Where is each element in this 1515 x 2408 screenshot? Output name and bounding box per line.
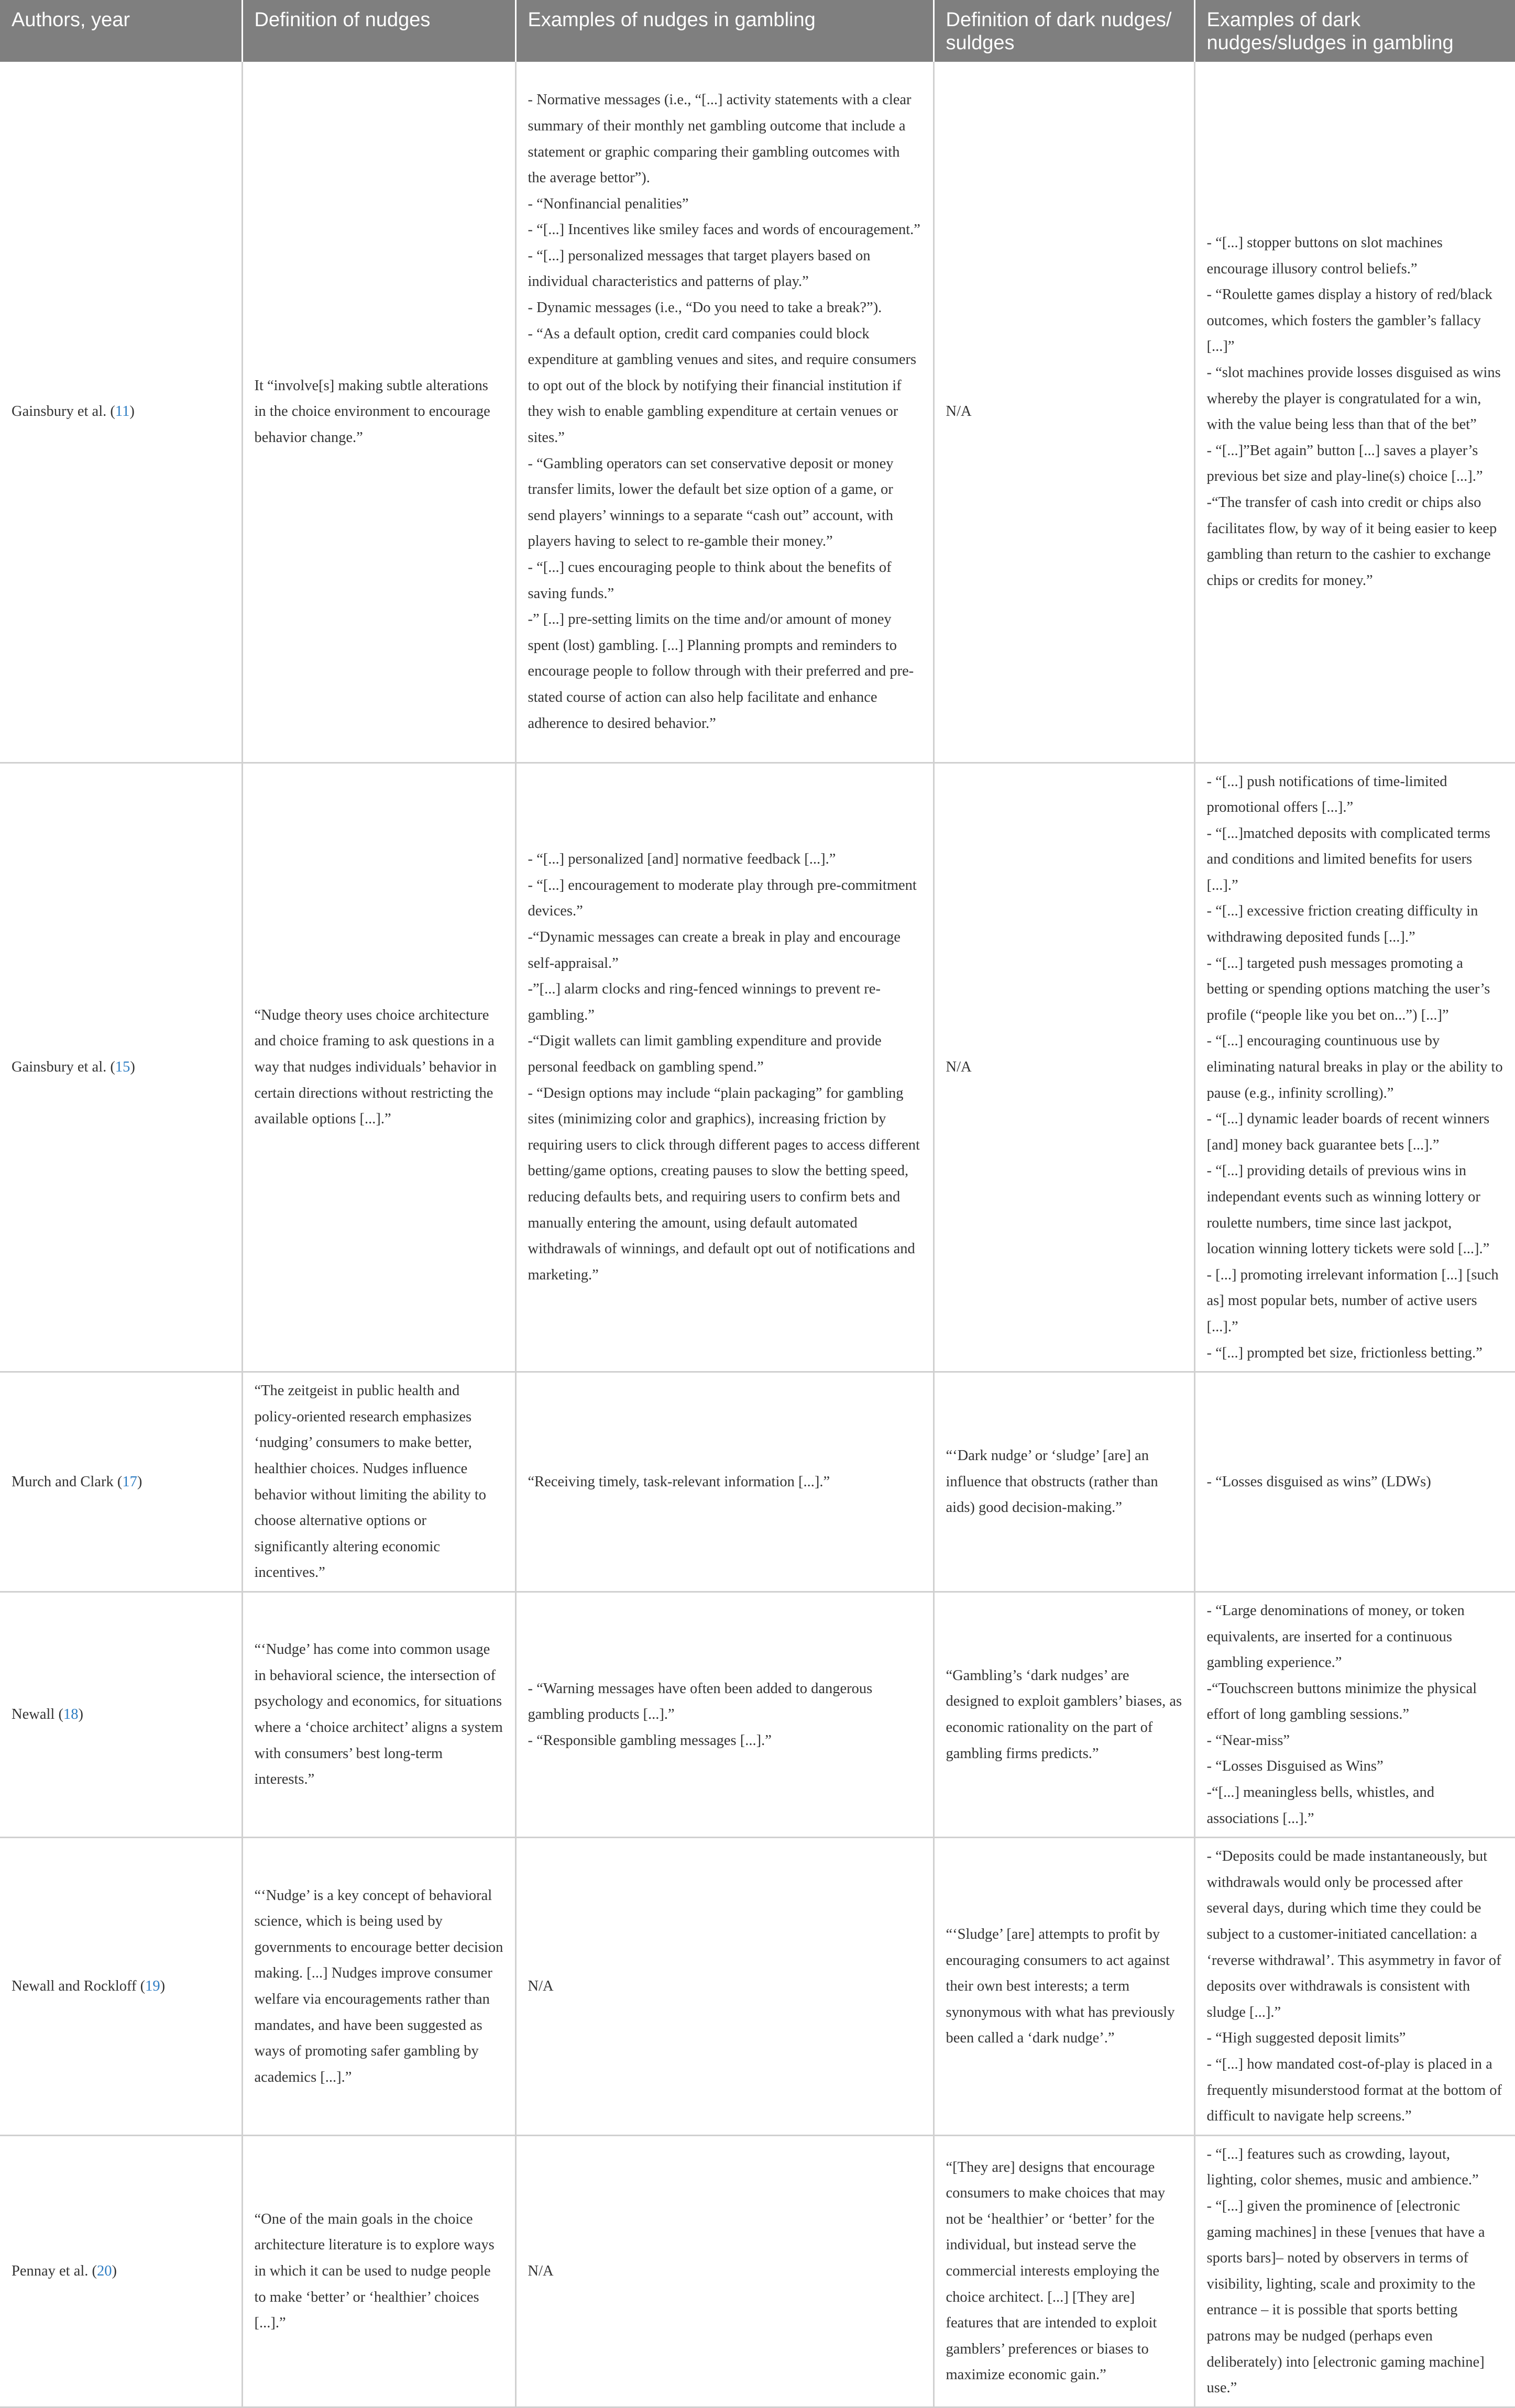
list-item: - “Responsible gambling messages [...].” — [528, 1732, 772, 1749]
table-row — [0, 62, 1515, 763]
examples-cell — [515, 1838, 934, 2136]
table-row — [0, 2135, 1515, 2407]
dark-definition-cell: N/A — [934, 763, 1194, 1372]
dark-definition-cell: “[They are] designs that encourage consumers to make choices that may not be ‘healthier’ or ‘better’ for the individual, but instead serve the commercial interests employing the choice architect. [...] [They are] features that are intended to exploit gamblers’ preferences or biases to maximize economic gain.” — [934, 2135, 1194, 2407]
list-item: - “slot machines provide losses disguised as wins whereby the player is congratulated for a win, with the value being less than that of the bet” — [1206, 364, 1501, 433]
examples-cell — [515, 62, 934, 763]
author-cell: Gainsbury et al. (11) — [0, 62, 242, 763]
table-body — [0, 62, 1515, 2407]
table-row — [0, 763, 1515, 1372]
definition-cell: “‘Nudge’ is a key concept of behavioral science, which is being used by governments to encourage better decision making. [...] Nudges improve consumer welfare via encouragements rather than mandates, and have been suggested as ways of promoting safer gambling by academics [...].” — [242, 1838, 515, 2136]
list-item: - “Design options may include “plain packaging” for gambling sites (minimizing color and graphics), increasing friction by requiring users to click through different pages to access different betting/game options, creating pauses to slow the betting speed, reducing defaults bets, and requiring users to confirm bets and manually entering the amount, using default automated withdrawals of winnings, and default opt out of notifications and marketing.” — [528, 1085, 920, 1283]
reference-link[interactable]: 19 — [145, 1978, 160, 1995]
list-item: - “[...]matched deposits with complicated terms and conditions and limited benefits for users [...].” — [1206, 825, 1490, 893]
list-item: - “Gambling operators can set conservative deposit or money transfer limits, lower the default bet size option of a game, or send players’ winnings to a separate “cash out” account, with players having to select to re-gamble their money.” — [528, 455, 894, 550]
list-item: - Normative messages (i.e., “[...] activity statements with a clear summary of their monthly net gambling outcome that include a statement or graphic comparing their gambling outcomes with the average bettor”). — [528, 92, 912, 186]
author-name: Newall — [12, 1706, 55, 1723]
dark-definition-cell: “‘Dark nudge’ or ‘sludge’ [are] an influence that obstructs (rather than aids) good decision-making.” — [934, 1372, 1194, 1592]
examples-cell — [515, 1372, 934, 1592]
list-item: - Dynamic messages (i.e., “Do you need to take a break?”). — [528, 300, 882, 316]
dark-definition-cell: “Gambling’s ‘dark nudges’ are designed to exploit gamblers’ biases, as economic rationality on the part of gambling firms predicts.” — [934, 1592, 1194, 1837]
reference-link[interactable]: 17 — [122, 1473, 137, 1490]
list-item: N/A — [528, 2262, 554, 2279]
list-item: - “[...] push notifications of time-limited promotional offers [...].” — [1206, 773, 1447, 816]
list-item: - “[...] Incentives like smiley faces and words of encouragement.” — [528, 222, 920, 238]
author-name: Gainsbury et al. — [12, 1059, 107, 1076]
reference-link[interactable]: 18 — [63, 1706, 79, 1723]
definition-cell: “‘Nudge’ has come into common usage in behavioral science, the intersection of psychology and economics, for situations where a ‘choice architect’ aligns a system with consumers’ best long-term interests.” — [242, 1592, 515, 1837]
list-item: N/A — [528, 1978, 554, 1995]
author-cell: Gainsbury et al. (15) — [0, 763, 242, 1372]
dark-examples-cell — [1194, 1838, 1515, 2136]
table-header-row — [0, 0, 1515, 62]
list-item: - “[...] stopper buttons on slot machines encourage illusory control beliefs.” — [1206, 235, 1443, 277]
header-dark-definition: Definition of dark nudges/ suldges — [934, 0, 1194, 62]
header-examples: Examples of nudges in gambling — [515, 0, 934, 62]
header-definition: Definition of nudges — [242, 0, 515, 62]
list-item: - “Losses Disguised as Wins” — [1206, 1758, 1384, 1775]
list-item: - “[...] prompted bet size, frictionless betting.” — [1206, 1344, 1483, 1361]
list-item: - “[...] providing details of previous wins in independant events such as winning lottery or roulette numbers, time since last jackpot, location winning lottery tickets were sold [...].” — [1206, 1163, 1490, 1257]
list-item: - “[...] personalized [and] normative feedback [...].” — [528, 851, 836, 868]
list-item: - “Losses disguised as wins” (LDWs) — [1206, 1473, 1431, 1490]
author-name: Gainsbury et al. — [12, 403, 107, 420]
definition-cell: “The zeitgeist in public health and policy-oriented research emphasizes ‘nudging’ consumers to make better, healthier choices. Nudges influence behavior without limiting the ability to choose alternative options or significantly altering economic incentives.” — [242, 1372, 515, 1592]
definition-cell: “One of the main goals in the choice architecture literature is to explore ways in which it can be used to nudge people to make ‘better’ or ‘healthier’ choices [...].” — [242, 2135, 515, 2407]
reference-link[interactable]: 15 — [115, 1059, 130, 1076]
dark-examples-cell — [1194, 1372, 1515, 1592]
dark-examples-cell — [1194, 62, 1515, 763]
list-item: - “[...] personalized messages that target players based on individual characteristics and patterns of play.” — [528, 247, 871, 290]
definition-cell: “Nudge theory uses choice architecture and choice framing to ask questions in a way that nudges individuals’ behavior in certain directions without restricting the available options [...].” — [242, 763, 515, 1372]
list-item: - “Roulette games display a history of red/black outcomes, which fosters the gambler’s fallacy [...]” — [1206, 286, 1492, 355]
table-row — [0, 1838, 1515, 2136]
list-item: - “High suggested deposit limits” — [1206, 2030, 1406, 2047]
list-item: -“[...] meaningless bells, whistles, and associations [...].” — [1206, 1784, 1435, 1827]
list-item: - “[...] how mandated cost-of-play is placed in a frequently misunderstood format at the bottom of difficult to navigate help screens.” — [1206, 2056, 1502, 2125]
author-name: Pennay et al. — [12, 2262, 89, 2279]
list-item: - “[...] given the prominence of [electronic gaming machines] in these [venues that have a sports bars]– noted by observers in terms of visibility, lighting, scale and proximity to the entrance – it is possible that sports betting patrons may be nudged (perhaps even deliberately) into [electronic gaming machine] use.” — [1206, 2197, 1485, 2396]
list-item: - “[...]”Bet again” button [...] saves a player’s previous bet size and play-line(s) choice [...].” — [1206, 442, 1483, 485]
dark-definition-cell: “‘Sludge’ [are] attempts to profit by encouraging consumers to act against their own best interests; a term synonymous with what has previously been called a ‘dark nudge’.” — [934, 1838, 1194, 2136]
list-item: - [...] promoting irrelevant information [...] [such as] most popular bets, number of active users [...].” — [1206, 1266, 1499, 1335]
table-row — [0, 1372, 1515, 1592]
author-cell: Newall and Rockloff (19) — [0, 1838, 242, 2136]
dark-examples-cell — [1194, 763, 1515, 1372]
examples-cell — [515, 1592, 934, 1837]
list-item: - “[...] encouragement to moderate play through pre-commitment devices.” — [528, 877, 917, 920]
author-cell: Pennay et al. (20) — [0, 2135, 242, 2407]
list-item: - “[...] targeted push messages promoting a betting or spending options matching the user’s profile (“people like you bet on...”) [...]” — [1206, 955, 1490, 1023]
list-item: -”[...] alarm clocks and ring-fenced winnings to prevent re-gambling.” — [528, 981, 881, 1023]
reference-link[interactable]: 20 — [97, 2262, 112, 2279]
table-row — [0, 1592, 1515, 1837]
list-item: - “As a default option, credit card companies could block expenditure at gambling venues and sites, and require consumers to opt out of the block by notifying their financial institution if they wish to enable gambling expenditure at certain venues or sites.” — [528, 325, 917, 446]
dark-examples-cell — [1194, 1592, 1515, 1837]
list-item: - “Deposits could be made instantaneously, but withdrawals would only be processed after several days, during which time they could be subject to a customer-initiated cancellation: a ‘reverse withdrawal’. This asymmetry in favor of deposits over withdrawals is consistent with sludge [...].” — [1206, 1848, 1501, 2020]
reference-link[interactable]: 11 — [115, 403, 130, 420]
list-item: “Receiving timely, task-relevant information [...].” — [528, 1473, 830, 1490]
author-name: Murch and Clark — [12, 1473, 114, 1490]
list-item: - “[...] cues encouraging people to think about the benefits of saving funds.” — [528, 559, 892, 602]
list-item: -” [...] pre-setting limits on the time and/or amount of money spent (lost) gambling. [...] Planning prompts and reminders to encourage people to follow through with their preferred and pre-stated course of action can also help facilitate and enhance adherence to desired behavior.” — [528, 611, 914, 732]
dark-examples-cell — [1194, 2135, 1515, 2407]
list-item: - “[...] features such as crowding, layout, lighting, color shemes, music and ambience.” — [1206, 2146, 1479, 2189]
list-item: -“Touchscreen buttons minimize the physical effort of long gambling sessions.” — [1206, 1680, 1477, 1723]
header-authors: Authors, year — [0, 0, 242, 62]
author-name: Newall and Rockloff — [12, 1978, 137, 1995]
examples-cell — [515, 763, 934, 1372]
list-item: - “Near-miss” — [1206, 1732, 1290, 1749]
definition-cell: It “involve[s] making subtle alterations in the choice environment to encourage behavior change.” — [242, 62, 515, 763]
list-item: - “Large denominations of money, or token equivalents, are inserted for a continuous gambling experience.” — [1206, 1602, 1465, 1671]
list-item: -“Digit wallets can limit gambling expenditure and provide personal feedback on gambling spend.” — [528, 1033, 882, 1076]
header-dark-examples: Examples of dark nudges/sludges in gambling — [1194, 0, 1515, 62]
dark-definition-cell: N/A — [934, 62, 1194, 763]
list-item: -“The transfer of cash into credit or chips also facilitates flow, by way of it being easier to keep gambling than return to the cashier to exchange chips or credits for money.” — [1206, 494, 1497, 589]
list-item: - “[...] dynamic leader boards of recent winners [and] money back guarantee bets [...].” — [1206, 1111, 1490, 1153]
list-item: - “Warning messages have often been added to dangerous gambling products [...].” — [528, 1680, 873, 1723]
author-cell: Murch and Clark (17) — [0, 1372, 242, 1592]
list-item: - “[...] excessive friction creating difficulty in withdrawing deposited funds [...].” — [1206, 903, 1478, 946]
list-item: - “Nonfinancial penalities” — [528, 195, 689, 212]
list-item: - “[...] encouraging countinuous use by eliminating natural breaks in play or the ability to pause (e.g., infinity scrolling).” — [1206, 1033, 1503, 1101]
examples-cell — [515, 2135, 934, 2407]
list-item: -“Dynamic messages can create a break in play and encourage self-appraisal.” — [528, 929, 901, 971]
author-cell: Newall (18) — [0, 1592, 242, 1837]
